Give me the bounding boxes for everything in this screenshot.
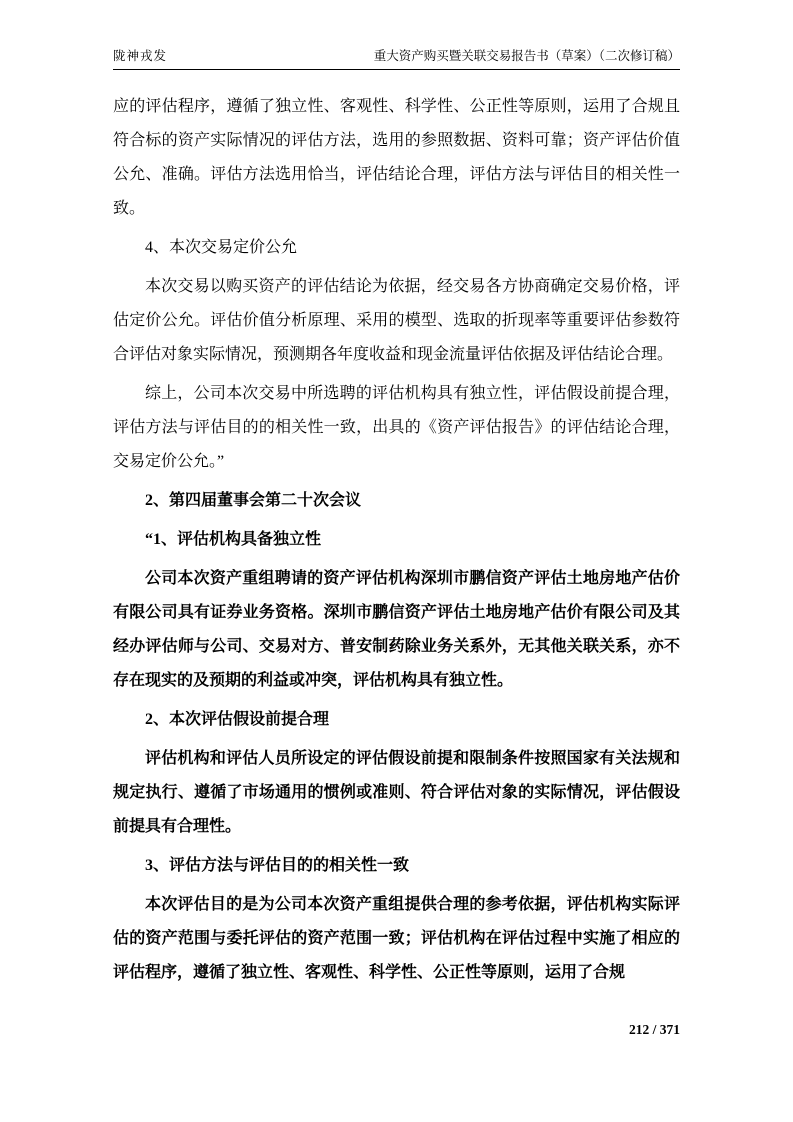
paragraph: 2、第四届董事会第二十次会议 <box>145 492 362 509</box>
page-footer <box>629 1022 680 1038</box>
paragraph: 本次评估目的是为公司本次资产重组提供合理的参考依据，评估机构实际评估的资产范围与委托评估的资产范围一致；评估机构在评估过程中实施了相应的评估程序，遵循了独立性、客观性、科学性、公正性等原则，运用了合规 <box>113 896 680 981</box>
page-number: 212 / 371 <box>628 1022 680 1037</box>
paragraph: 2、本次评估假设前提合理 <box>145 711 330 728</box>
paragraph: “1、评估机构具备独立性 <box>145 531 322 548</box>
paragraph: 综上，公司本次交易中所选聘的评估机构具有独立性，评估假设前提合理，评估方法与评估目的的相关性一致，出具的《资产评估报告》的评估结论合理，交易定价公允。” <box>113 385 680 470</box>
document-body <box>113 90 680 990</box>
paragraph: 4、本次交易定价公允 <box>145 239 298 256</box>
paragraph: 公司本次资产重组聘请的资产评估机构深圳市鹏信资产评估土地房地产估价有限公司具有证券业务资格。深圳市鹏信资产评估土地房地产估价有限公司及其经办评估师与公司、交易对方、普安制药除业务关系外，无其他关联关系，亦不存在现实的及预期的利益或冲突，评估机构具有独立性。 <box>113 570 680 689</box>
paragraph: 3、评估方法与评估目的的相关性一致 <box>145 857 410 874</box>
paragraph: 评估机构和评估人员所设定的评估假设前提和限制条件按照国家有关法规和规定执行、遵循了市场通用的惯例或准则、符合评估对象的实际情况，评估假设前提具有合理性。 <box>113 750 680 835</box>
header-company-name: 陇神戎发 <box>113 49 168 63</box>
page-header <box>113 46 680 69</box>
paragraph: 应的评估程序，遵循了独立性、客观性、科学性、公正性等原则，运用了合规且符合标的资产实际情况的评估方法，选用的参照数据、资料可靠；资产评估价值公允、准确。评估方法选用恰当，评估结论合理，评估方法与评估目的相关性一致。 <box>113 98 680 217</box>
header-document-title: 重大资产购买暨关联交易报告书（草案）（二次修订稿） <box>373 49 680 63</box>
paragraph: 本次交易以购买资产的评估结论为依据，经交易各方协商确定交易价格，评估定价公允。评估价值分析原理、采用的模型、选取的折现率等重要评估参数符合评估对象实际情况，预测期各年度收益和现金流量评估依据及评估结论合理。 <box>113 278 680 363</box>
header-rule <box>113 69 680 70</box>
